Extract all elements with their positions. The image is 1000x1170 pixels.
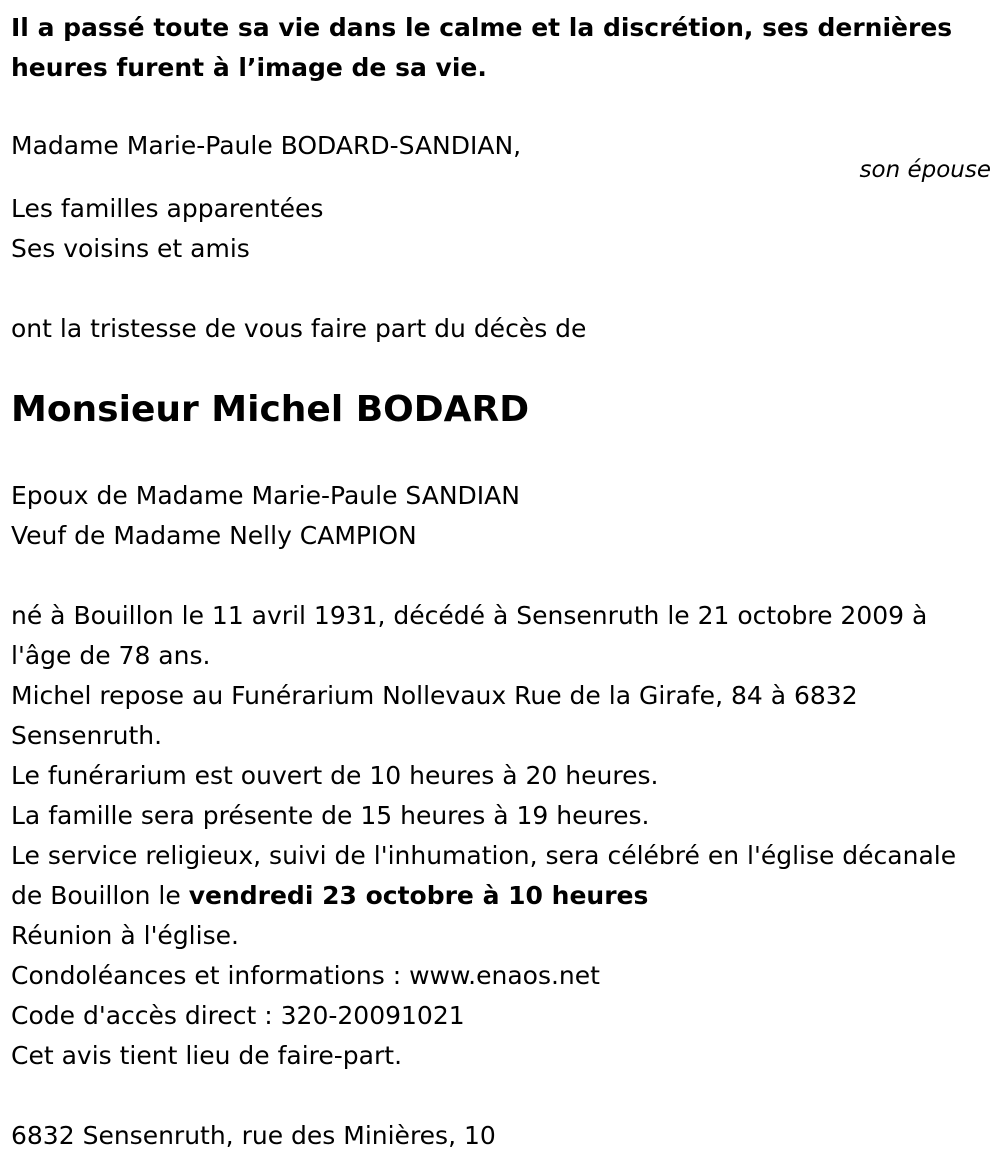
announcement-text: ont la tristesse de vous faire part du décès de [11, 314, 587, 343]
birth-death-text: né à Bouillon le 11 avril 1931, décédé à Sensenruth le 21 octobre 2009 à l'âge de 78 ans. [11, 601, 928, 670]
access-code-text: Code d'accès direct : 320-20091021 [11, 1001, 465, 1030]
details-block [11, 596, 986, 1076]
family-line-2: Ses voisins et amis [11, 234, 250, 263]
service-date: vendredi 23 octobre à 10 heures [188, 881, 649, 910]
family-line-1: Les familles apparentées [11, 194, 324, 223]
spouse-role: son épouse [859, 157, 991, 183]
condolences-text: Condoléances et informations : www.enaos.net [11, 961, 600, 990]
opening-hours-text: Le funérarium est ouvert de 10 heures à 20 heures. [11, 761, 659, 790]
spouse-name: Madame Marie-Paule BODARD-SANDIAN, [11, 131, 522, 160]
relation-widower: Veuf de Madame Nelly CAMPION [11, 521, 417, 550]
address-text: 6832 Sensenruth, rue des Minières, 10 [11, 1121, 496, 1150]
service-text [11, 836, 986, 916]
repose-text: Michel repose au Funérarium Nollevaux Rue de la Girafe, 84 à 6832 Sensenruth. [11, 681, 858, 750]
family-presence-text: La famille sera présente de 15 heures à 19 heures. [11, 801, 650, 830]
notice-text: Cet avis tient lieu de faire-part. [11, 1041, 403, 1070]
epigraph: Il a passé toute sa vie dans le calme et la discrétion, ses dernières heures furent à l’image de sa vie. [11, 13, 953, 82]
meeting-text: Réunion à l'église. [11, 921, 239, 950]
service-intro: Le service religieux, suivi de l'inhumation, sera célébré en l'église décanale de Bouillon le [11, 841, 957, 910]
deceased-name: Monsieur Michel BODARD [11, 389, 530, 430]
relation-spouse: Epoux de Madame Marie-Paule SANDIAN [11, 481, 520, 510]
